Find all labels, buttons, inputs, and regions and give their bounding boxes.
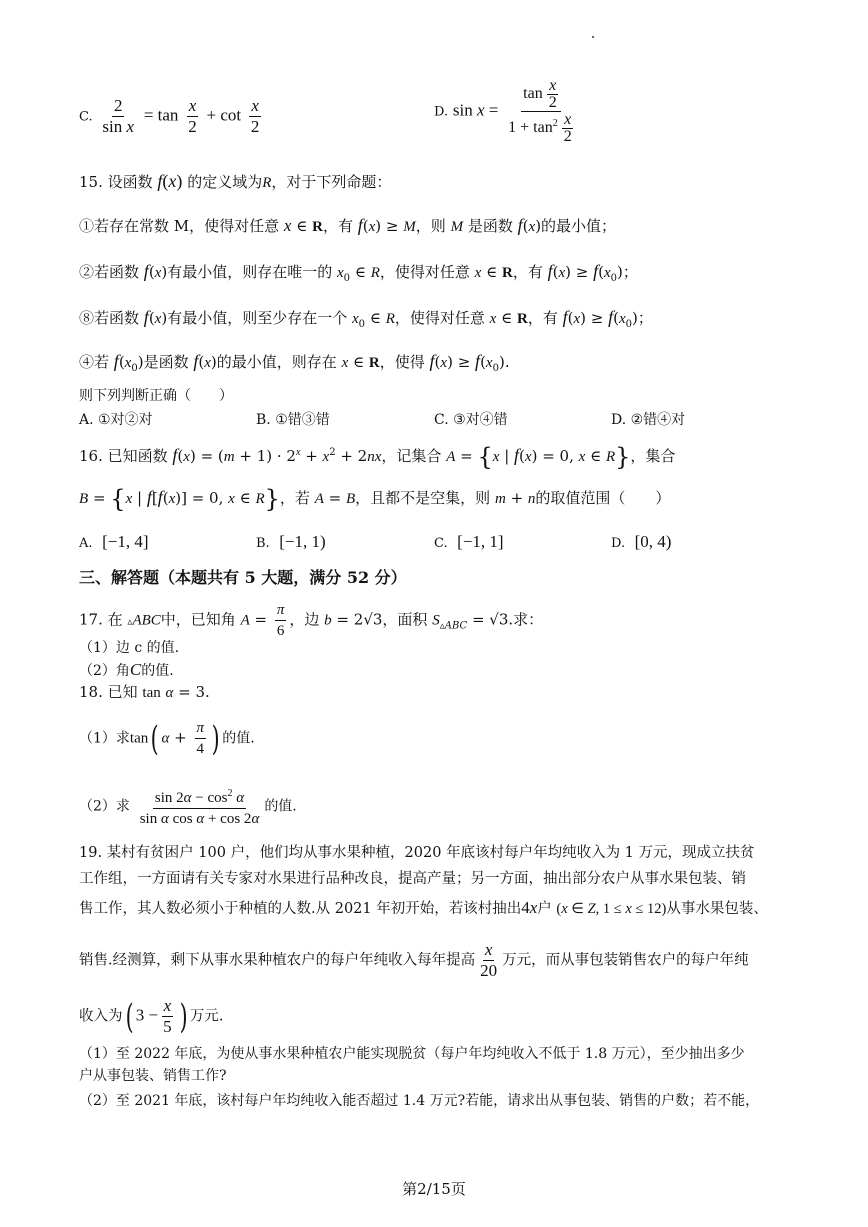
q18-stem: 18. 已知 tan α = 3. [79, 683, 210, 701]
text: ，使得对任意 [394, 309, 485, 327]
q17-sub-1: （1）边 c 的值. [79, 640, 180, 656]
formula: = tan [143, 105, 179, 125]
q16-option-d: D. [0, 4) [611, 532, 672, 551]
text: ，使得对任意 [379, 263, 470, 281]
q19-sub-2: （2）至 2021 年底，该村每户年均纯收入能否超过 1.4 万元?若能，请求出从事包装、销售的户数；若不能， [79, 1093, 760, 1109]
q19-line-4: 销售.经测算，剩下从事水果种植农户的每户年纯收入每年提高 $\frac{x}{20}$ 万元，而从事包装销售农户的每户年纯 [79, 940, 749, 980]
q15-prop-2: ②若函数 f(x)有最小值，则存在唯一的 $x_0$ ∈ R，使得对任意 x ∈ R，有 $f(x) \ge f(x_0)$； [79, 261, 638, 284]
q19-line-3: 售工作，其人数必须小于种植的人数.从 2021 年初开始，若该村抽出4x户 (x ∈ Z, 1 ≤ x ≤ 12)从事水果包装、 [79, 898, 768, 917]
text: ，有 [512, 263, 543, 281]
formula: $\frac{x}{2}$ [188, 96, 197, 136]
q15-stem: 15. 设函数 f(x) 的定义域为R，对于下列命题： [79, 171, 392, 191]
text: ①若存在常数 M，使得对任意 [79, 217, 280, 235]
scan-dot [592, 36, 594, 38]
text: ，则 [415, 217, 446, 235]
q15-option-d: D. ②错④对 [611, 412, 686, 428]
text: 的定义域为 [187, 173, 263, 191]
q14-option-d [434, 78, 579, 145]
formula: tan $\frac{x}{2}$ $1 + \tan^2$ $\frac{x}{2}$ [508, 77, 572, 145]
q15-prop-4: ④若 $f(x_0)$是函数 f(x)的最小值，则存在 x ∈ R，使得 $f(x) \ge f(x_0)$. [79, 351, 510, 374]
q16-option-a: A. [−1, 4] [79, 532, 149, 551]
text: ，边 [289, 610, 320, 629]
text: ，使得 [379, 353, 425, 371]
text: ，若 [279, 489, 310, 507]
q18-sub-1: （1）求tan( α + $\frac{\pi}{4}$ ) 的值. [79, 718, 255, 759]
q17-stem: 17. 在 ▵ABC中，已知角 A = $\frac{\pi}{6}$ ，边 b = 2√3，面积 $S_{▵ABC} = √3$.求： [79, 602, 544, 639]
q19-sub-1a: （1）至 2022 年底，为使从事水果种植农户能实现脱贫（每户年均纯收入不低于 1.8 万元），至少抽出多少 [79, 1046, 745, 1062]
formula: sin x = [452, 100, 499, 120]
q16-option-b: B. [−1, 1) [256, 532, 326, 551]
q19-line-5: 收入为( 3 − $\frac{x}{5}$ ) 万元. [79, 996, 224, 1037]
text: 15. 设函数 [79, 173, 153, 191]
text: ⑧若函数 [79, 309, 140, 327]
formula: + cot [206, 105, 242, 125]
q19-line-1: 19. 某村有贫困户 100 户，他们均从事水果种植，2020 年底该村每户年均纯收入为 1 万元，现成立扶贫 [79, 845, 755, 861]
q19-sub-1b: 户从事包装、销售工作? [79, 1068, 227, 1084]
text: ④若 [79, 353, 110, 371]
text: ，记集合 [381, 447, 442, 465]
q19-line-2: 工作组，一方面请有关专家对水果进行品种改良，提高产量；另一方面，抽出部分农户从事水果包装、销 [79, 871, 746, 887]
text: ，对于下列命题： [271, 173, 392, 191]
text: ，且都不是空集，则 [355, 489, 491, 507]
page-footer: 第2/15页 [402, 1180, 466, 1198]
text: 16. 已知函数 [79, 447, 168, 465]
q16-stem-2: B = {x | f[f(x)] = 0, x ∈ R}，若 A = B，且都不是空集，则 m + n的取值范围（ ） [79, 485, 671, 513]
text: ，集合 [630, 447, 676, 465]
q18-sub-2: （2）求 $\frac{\sin 2\alpha - \cos^2 \alpha}{\text{sin α cos α + cos 2α}}$ 的值. [79, 784, 297, 829]
q15-option-c: C. ③对④错 [434, 412, 508, 428]
text: 的取值范围（ ） [535, 489, 671, 507]
formula: $\frac{x}{2}$ [250, 96, 260, 136]
q15-judge: 则下列判断正确（ ） [79, 388, 233, 404]
option-label: D. [434, 104, 449, 120]
text: 17. 在 [79, 610, 123, 629]
option-label: C. [79, 109, 93, 125]
text: ，面积 [382, 610, 428, 629]
formula: $\frac{2}{\text{sin x}}$ [102, 96, 135, 136]
text: ②若函数 [79, 263, 140, 281]
q15-option-b: B. ①错③错 [256, 412, 330, 428]
text: 中，已知角 [160, 610, 236, 629]
section-heading: 三、解答题（本题共有 5 大题，满分 52 分） [79, 568, 407, 587]
text: 有最小值，则至少存在一个 [167, 309, 348, 327]
text: 是函数 [143, 353, 189, 371]
q16-option-c: C. [−1, 1] [434, 532, 504, 551]
text: 是函数 [467, 217, 513, 235]
text: 有最小值，则存在唯一的 [167, 263, 333, 281]
text: ，有 [527, 309, 558, 327]
q15-prop-3: ⑧若函数 f(x)有最小值，则至少存在一个 $x_0$ ∈ R，使得对任意 x ∈ R，有 $f(x) \ge f(x_0)$； [79, 307, 653, 330]
q14-option-c [79, 96, 264, 137]
text: 的最小值； [541, 217, 617, 235]
text: .求： [508, 610, 544, 629]
q16-stem-1: 16. 已知函数 $f(x) = (m + 1) \cdot 2^x + x^2 + 2nx$，记集合 A = {x | f(x) = 0, x ∈ R}，集合 [79, 443, 676, 471]
text: 的最小值，则存在 [216, 353, 337, 371]
q15-option-a: A. ①对②对 [79, 412, 153, 428]
text: ，有 [322, 217, 353, 235]
q17-sub-2: （2）角C的值. [79, 660, 174, 679]
text: 18. 已知 [79, 683, 138, 701]
q15-prop-1: ①若存在常数 M，使得对任意 x ∈ R，有 f(x) ≥ M，则 M 是函数 f(x)的最小值； [79, 215, 617, 235]
